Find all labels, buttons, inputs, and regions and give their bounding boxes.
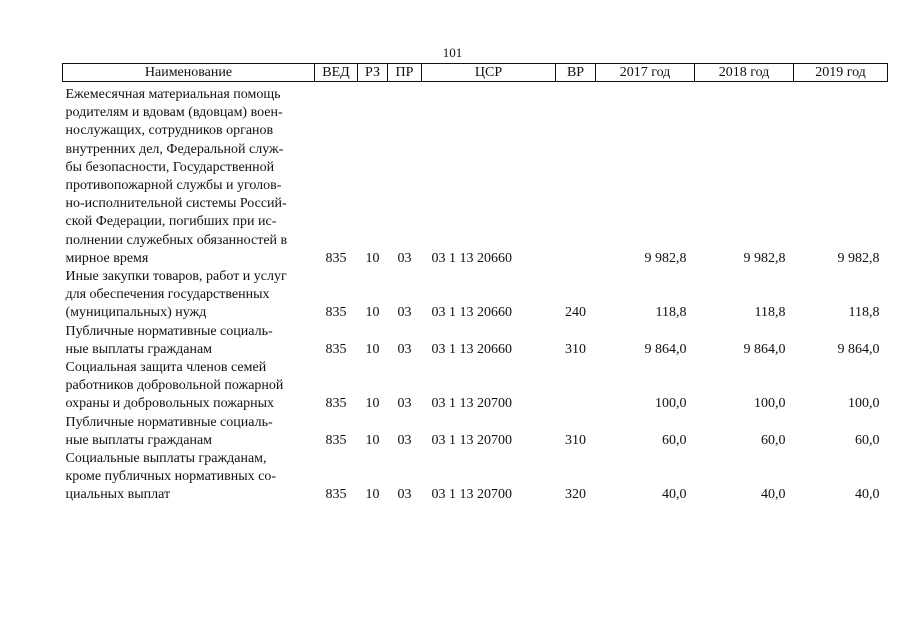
row-pr: 03 <box>397 305 412 321</box>
row-csr: 03 1 13 20700 <box>431 432 512 448</box>
row-2018: 9 864,0 <box>743 341 786 357</box>
row-ved: 835 <box>325 396 347 412</box>
header-2018: 2018 год <box>695 64 794 82</box>
budget-table <box>62 63 888 505</box>
row-pr: 03 <box>397 432 412 448</box>
row-vr <box>556 359 596 414</box>
row-ved: 835 <box>325 250 347 266</box>
row-rz: 10 <box>365 305 380 321</box>
table-row <box>63 414 888 450</box>
row-csr: 03 1 13 20700 <box>431 396 512 412</box>
row-2018: 40,0 <box>761 487 786 503</box>
row-rz: 10 <box>365 341 380 357</box>
header-ved: ВЕД <box>315 64 358 82</box>
header-2019: 2019 год <box>794 64 888 82</box>
row-name: Иные закупки товаров, работ и услуг для обеспечения государственных (муниципальных) нужд <box>65 269 287 321</box>
row-2019: 40,0 <box>855 487 880 503</box>
row-name: Социальные выплаты гражданам, кроме публичных нормативных со- циальных выплат <box>65 451 276 503</box>
row-name: Публичные нормативные социаль- ные выплаты гражданам <box>65 414 273 448</box>
row-2019: 9 982,8 <box>837 250 880 266</box>
row-vr: 240 <box>565 305 586 321</box>
row-2018: 118,8 <box>754 305 786 321</box>
row-2019: 100,0 <box>848 396 880 412</box>
row-2017: 118,8 <box>655 305 687 321</box>
row-2019: 9 864,0 <box>837 341 880 357</box>
row-csr: 03 1 13 20660 <box>431 341 512 357</box>
row-2018: 9 982,8 <box>743 250 786 266</box>
row-rz: 10 <box>365 487 380 503</box>
row-2017: 9 982,8 <box>644 250 687 266</box>
row-2018: 100,0 <box>754 396 786 412</box>
row-2017: 40,0 <box>662 487 687 503</box>
header-rz: РЗ <box>358 64 388 82</box>
row-ved: 835 <box>325 432 347 448</box>
row-rz: 10 <box>365 396 380 412</box>
row-2018: 60,0 <box>761 432 786 448</box>
row-pr: 03 <box>397 396 412 412</box>
row-vr <box>556 82 596 269</box>
table-row <box>63 450 888 505</box>
row-rz: 10 <box>365 432 380 448</box>
row-vr: 310 <box>565 341 586 357</box>
table-row <box>63 268 888 323</box>
header-vr: ВР <box>556 64 596 82</box>
row-csr: 03 1 13 20700 <box>431 487 512 503</box>
header-2017: 2017 год <box>596 64 695 82</box>
row-ved: 835 <box>325 305 347 321</box>
row-rz: 10 <box>365 250 380 266</box>
header-csr: ЦСР <box>422 64 556 82</box>
header-pr: ПР <box>388 64 422 82</box>
table-row <box>63 82 888 269</box>
row-vr: 310 <box>565 432 586 448</box>
row-csr: 03 1 13 20660 <box>431 250 512 266</box>
row-ved: 835 <box>325 341 347 357</box>
table-row <box>63 359 888 414</box>
page-number: 101 <box>442 45 463 60</box>
row-pr: 03 <box>397 250 412 266</box>
header-name: Наименование <box>63 64 315 82</box>
row-name: Социальная защита членов семей работников добровольной пожарной охраны и добровольных пожарных <box>65 360 284 412</box>
row-ved: 835 <box>325 487 347 503</box>
row-name: Ежемесячная материальная помощь родителям и вдовам (вдовцам) воен- нослужащих, сотрудников органов внутренних дел, Федеральной служ- бы безопасности, Государственной противопожарной службы и уголов- но-исполнительной системы Россий- ской Федерации, погибших при ис- полнении служебных обязанностей в мирное время <box>65 87 288 266</box>
row-pr: 03 <box>397 341 412 357</box>
row-pr: 03 <box>397 487 412 503</box>
row-2017: 60,0 <box>662 432 687 448</box>
row-vr: 320 <box>565 487 586 503</box>
row-2017: 100,0 <box>655 396 687 412</box>
table-row <box>63 323 888 359</box>
row-2019: 118,8 <box>848 305 880 321</box>
row-2019: 60,0 <box>855 432 880 448</box>
row-name: Публичные нормативные социаль- ные выплаты гражданам <box>65 323 273 357</box>
table-header-row <box>63 64 888 82</box>
row-csr: 03 1 13 20660 <box>431 305 512 321</box>
row-2017: 9 864,0 <box>644 341 687 357</box>
